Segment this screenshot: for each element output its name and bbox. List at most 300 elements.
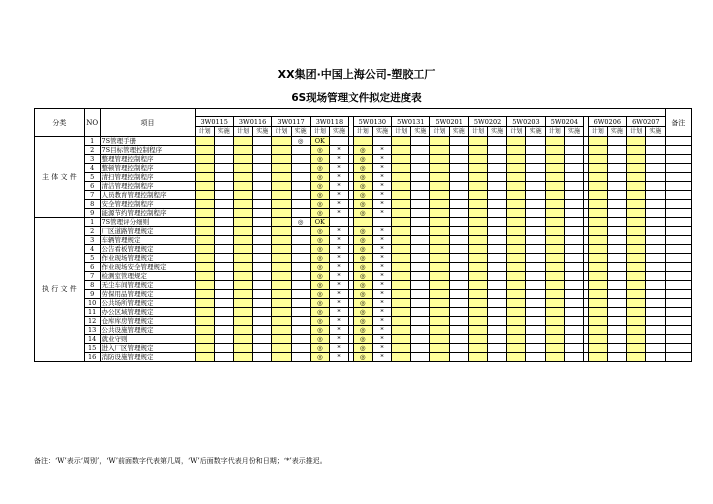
row-item: 进入厂区管理规定 bbox=[100, 344, 195, 353]
plan-cell bbox=[545, 182, 564, 191]
actual-cell bbox=[214, 218, 233, 227]
plan-cell bbox=[588, 182, 607, 191]
actual-cell bbox=[526, 182, 545, 191]
plan-cell bbox=[195, 182, 214, 191]
remark-cell bbox=[665, 299, 691, 308]
plan-header: 计划 bbox=[392, 127, 411, 137]
planned-mark: ◎ bbox=[353, 353, 372, 362]
planned-mark: ◎ bbox=[353, 344, 372, 353]
plan-cell bbox=[392, 326, 411, 335]
plan-header: 计划 bbox=[233, 127, 252, 137]
delayed-mark: * bbox=[372, 299, 391, 308]
actual-cell bbox=[214, 281, 233, 290]
plan-cell bbox=[468, 236, 487, 245]
plan-cell bbox=[195, 209, 214, 218]
actual-cell bbox=[526, 137, 545, 146]
actual-cell bbox=[411, 281, 430, 290]
row-number: 12 bbox=[84, 317, 100, 326]
actual-cell bbox=[488, 299, 507, 308]
week-header: 3W0118 bbox=[310, 117, 348, 127]
actual-cell bbox=[488, 173, 507, 182]
ok-mark: OK bbox=[310, 137, 329, 146]
week-header: 5W0201 bbox=[430, 117, 468, 127]
plan-cell bbox=[627, 290, 646, 299]
plan-cell bbox=[430, 353, 449, 362]
actual-cell bbox=[607, 173, 626, 182]
plan-cell bbox=[588, 299, 607, 308]
plan-cell bbox=[430, 290, 449, 299]
header-item: 项目 bbox=[100, 109, 195, 137]
row-number: 6 bbox=[84, 182, 100, 191]
actual-cell bbox=[449, 164, 468, 173]
actual-cell bbox=[214, 272, 233, 281]
plan-cell bbox=[430, 326, 449, 335]
plan-cell bbox=[507, 272, 526, 281]
actual-cell bbox=[488, 200, 507, 209]
plan-cell bbox=[195, 254, 214, 263]
plan-cell bbox=[272, 290, 291, 299]
row-number: 4 bbox=[84, 245, 100, 254]
actual-cell bbox=[214, 254, 233, 263]
plan-cell bbox=[507, 218, 526, 227]
actual-cell bbox=[607, 335, 626, 344]
delayed-mark: * bbox=[372, 353, 391, 362]
actual-cell bbox=[214, 299, 233, 308]
table-row bbox=[35, 299, 692, 308]
plan-cell bbox=[545, 155, 564, 164]
actual-header: 实施 bbox=[253, 127, 272, 137]
row-number: 9 bbox=[84, 209, 100, 218]
week-header: 5W0131 bbox=[392, 117, 430, 127]
actual-cell bbox=[488, 326, 507, 335]
actual-cell bbox=[214, 290, 233, 299]
actual-cell bbox=[607, 137, 626, 146]
row-item: 7S管理手册 bbox=[100, 137, 195, 146]
actual-cell bbox=[449, 281, 468, 290]
actual-cell bbox=[253, 245, 272, 254]
planned-mark: ◎ bbox=[353, 326, 372, 335]
delayed-mark: * bbox=[329, 182, 348, 191]
actual-cell bbox=[526, 281, 545, 290]
actual-cell bbox=[646, 227, 665, 236]
planned-mark: ◎ bbox=[310, 281, 329, 290]
row-item: 能源节约管理控制程序 bbox=[100, 209, 195, 218]
delayed-mark: * bbox=[329, 236, 348, 245]
row-number: 13 bbox=[84, 326, 100, 335]
planned-mark: ◎ bbox=[353, 227, 372, 236]
plan-cell bbox=[588, 272, 607, 281]
plan-cell bbox=[468, 209, 487, 218]
planned-mark: ◎ bbox=[310, 209, 329, 218]
planned-mark: ◎ bbox=[310, 227, 329, 236]
plan-cell bbox=[392, 299, 411, 308]
plan-cell bbox=[272, 182, 291, 191]
planned-mark: ◎ bbox=[353, 254, 372, 263]
week-header: 3W0116 bbox=[233, 117, 271, 127]
actual-cell bbox=[253, 209, 272, 218]
plan-cell bbox=[545, 335, 564, 344]
row-number: 5 bbox=[84, 254, 100, 263]
delayed-mark: * bbox=[329, 263, 348, 272]
plan-cell bbox=[468, 245, 487, 254]
actual-cell bbox=[329, 137, 348, 146]
planned-mark: ◎ bbox=[310, 344, 329, 353]
actual-cell bbox=[291, 200, 310, 209]
actual-cell bbox=[253, 317, 272, 326]
actual-cell bbox=[646, 137, 665, 146]
actual-cell bbox=[488, 308, 507, 317]
actual-cell bbox=[291, 155, 310, 164]
plan-cell bbox=[627, 245, 646, 254]
actual-cell bbox=[214, 191, 233, 200]
actual-cell bbox=[526, 164, 545, 173]
remark-cell bbox=[665, 263, 691, 272]
plan-cell bbox=[507, 200, 526, 209]
plan-cell bbox=[468, 353, 487, 362]
planned-mark: ◎ bbox=[310, 245, 329, 254]
planned-mark: ◎ bbox=[310, 155, 329, 164]
planned-mark: ◎ bbox=[353, 308, 372, 317]
actual-header: 实施 bbox=[526, 127, 545, 137]
plan-header: 计划 bbox=[195, 127, 214, 137]
actual-cell bbox=[253, 281, 272, 290]
actual-cell bbox=[291, 182, 310, 191]
plan-cell bbox=[627, 317, 646, 326]
remark-cell bbox=[665, 155, 691, 164]
plan-cell bbox=[272, 254, 291, 263]
plan-cell bbox=[195, 317, 214, 326]
actual-cell bbox=[526, 299, 545, 308]
actual-cell bbox=[607, 182, 626, 191]
actual-cell bbox=[646, 263, 665, 272]
plan-cell bbox=[392, 137, 411, 146]
actual-cell bbox=[564, 164, 583, 173]
plan-cell bbox=[588, 344, 607, 353]
actual-cell bbox=[291, 299, 310, 308]
actual-cell bbox=[488, 236, 507, 245]
actual-cell bbox=[214, 344, 233, 353]
actual-cell bbox=[214, 164, 233, 173]
actual-cell bbox=[253, 353, 272, 362]
actual-cell bbox=[646, 236, 665, 245]
table-row bbox=[35, 335, 692, 344]
planned-mark: ◎ bbox=[310, 326, 329, 335]
planned-mark: ◎ bbox=[353, 191, 372, 200]
plan-cell bbox=[468, 164, 487, 173]
plan-cell bbox=[195, 290, 214, 299]
planned-mark: ◎ bbox=[291, 218, 310, 227]
actual-cell bbox=[291, 191, 310, 200]
actual-cell bbox=[411, 209, 430, 218]
plan-cell bbox=[272, 344, 291, 353]
plan-cell bbox=[272, 326, 291, 335]
actual-cell bbox=[564, 173, 583, 182]
plan-cell bbox=[545, 218, 564, 227]
row-item: 办公区域管理规定 bbox=[100, 308, 195, 317]
row-number: 10 bbox=[84, 299, 100, 308]
row-number: 5 bbox=[84, 173, 100, 182]
actual-cell bbox=[607, 146, 626, 155]
plan-cell bbox=[392, 173, 411, 182]
actual-cell bbox=[488, 191, 507, 200]
actual-cell bbox=[449, 200, 468, 209]
actual-cell bbox=[646, 344, 665, 353]
plan-cell bbox=[233, 227, 252, 236]
plan-cell bbox=[627, 272, 646, 281]
actual-cell bbox=[607, 353, 626, 362]
plan-cell bbox=[507, 326, 526, 335]
actual-cell bbox=[564, 281, 583, 290]
delayed-mark: * bbox=[329, 245, 348, 254]
table-row bbox=[35, 182, 692, 191]
plan-cell bbox=[233, 164, 252, 173]
plan-header: 计划 bbox=[507, 127, 526, 137]
actual-cell bbox=[564, 317, 583, 326]
actual-cell bbox=[488, 227, 507, 236]
plan-cell bbox=[430, 182, 449, 191]
planned-mark: ◎ bbox=[310, 146, 329, 155]
table-row bbox=[35, 209, 692, 218]
row-number: 1 bbox=[84, 218, 100, 227]
actual-cell bbox=[488, 182, 507, 191]
plan-cell bbox=[588, 245, 607, 254]
actual-cell bbox=[411, 182, 430, 191]
actual-cell bbox=[449, 254, 468, 263]
actual-cell bbox=[449, 317, 468, 326]
actual-cell bbox=[564, 299, 583, 308]
table-row bbox=[35, 191, 692, 200]
plan-cell bbox=[392, 164, 411, 173]
remark-cell bbox=[665, 344, 691, 353]
plan-cell bbox=[507, 236, 526, 245]
plan-cell bbox=[588, 317, 607, 326]
delayed-mark: * bbox=[329, 281, 348, 290]
plan-cell bbox=[507, 290, 526, 299]
plan-cell bbox=[272, 164, 291, 173]
plan-cell bbox=[588, 281, 607, 290]
plan-cell bbox=[627, 299, 646, 308]
remark-cell bbox=[665, 308, 691, 317]
actual-cell bbox=[607, 236, 626, 245]
actual-cell bbox=[449, 209, 468, 218]
plan-cell bbox=[545, 146, 564, 155]
plan-cell bbox=[272, 245, 291, 254]
plan-cell bbox=[627, 137, 646, 146]
plan-cell bbox=[507, 308, 526, 317]
actual-cell bbox=[564, 137, 583, 146]
plan-cell bbox=[392, 290, 411, 299]
row-number: 7 bbox=[84, 272, 100, 281]
actual-cell bbox=[564, 353, 583, 362]
plan-cell bbox=[507, 335, 526, 344]
actual-header: 实施 bbox=[607, 127, 626, 137]
row-number: 2 bbox=[84, 227, 100, 236]
table-row bbox=[35, 218, 692, 227]
actual-cell bbox=[411, 164, 430, 173]
table-row bbox=[35, 353, 692, 362]
week-header: 5W0204 bbox=[545, 117, 583, 127]
plan-cell bbox=[353, 218, 372, 227]
actual-cell bbox=[214, 182, 233, 191]
delayed-mark: * bbox=[329, 155, 348, 164]
delayed-mark: * bbox=[329, 317, 348, 326]
actual-cell bbox=[253, 200, 272, 209]
remark-cell bbox=[665, 146, 691, 155]
plan-cell bbox=[392, 344, 411, 353]
table-row bbox=[35, 236, 692, 245]
actual-cell bbox=[372, 137, 391, 146]
actual-cell bbox=[488, 344, 507, 353]
actual-cell bbox=[564, 209, 583, 218]
plan-cell bbox=[627, 200, 646, 209]
plan-cell bbox=[588, 335, 607, 344]
plan-cell bbox=[392, 182, 411, 191]
plan-cell bbox=[468, 272, 487, 281]
actual-cell bbox=[488, 164, 507, 173]
actual-cell bbox=[411, 344, 430, 353]
plan-cell bbox=[233, 317, 252, 326]
plan-cell bbox=[233, 272, 252, 281]
table-row bbox=[35, 317, 692, 326]
actual-cell bbox=[449, 146, 468, 155]
row-item: 公共场所管理规定 bbox=[100, 299, 195, 308]
plan-cell bbox=[233, 308, 252, 317]
actual-cell bbox=[253, 344, 272, 353]
plan-header: 计划 bbox=[627, 127, 646, 137]
delayed-mark: * bbox=[372, 146, 391, 155]
actual-cell bbox=[253, 227, 272, 236]
plan-cell bbox=[430, 146, 449, 155]
plan-cell bbox=[627, 209, 646, 218]
plan-cell bbox=[233, 173, 252, 182]
plan-cell bbox=[507, 209, 526, 218]
actual-header: 实施 bbox=[564, 127, 583, 137]
plan-header: 计划 bbox=[353, 127, 372, 137]
plan-cell bbox=[272, 146, 291, 155]
planned-mark: ◎ bbox=[310, 200, 329, 209]
actual-cell bbox=[488, 209, 507, 218]
plan-cell bbox=[392, 317, 411, 326]
delayed-mark: * bbox=[329, 209, 348, 218]
actual-cell bbox=[253, 308, 272, 317]
actual-cell bbox=[607, 326, 626, 335]
remark-cell bbox=[665, 245, 691, 254]
actual-cell bbox=[607, 290, 626, 299]
actual-cell bbox=[372, 218, 391, 227]
plan-cell bbox=[430, 299, 449, 308]
row-item: 7S管理评分细则 bbox=[100, 218, 195, 227]
plan-cell bbox=[195, 326, 214, 335]
plan-cell bbox=[430, 200, 449, 209]
actual-cell bbox=[526, 344, 545, 353]
planned-mark: ◎ bbox=[353, 146, 372, 155]
plan-cell bbox=[468, 218, 487, 227]
plan-header: 计划 bbox=[588, 127, 607, 137]
planned-mark: ◎ bbox=[310, 263, 329, 272]
plan-cell bbox=[430, 272, 449, 281]
actual-cell bbox=[607, 317, 626, 326]
row-number: 8 bbox=[84, 281, 100, 290]
plan-cell bbox=[272, 173, 291, 182]
planned-mark: ◎ bbox=[353, 281, 372, 290]
delayed-mark: * bbox=[372, 344, 391, 353]
planned-mark: ◎ bbox=[310, 254, 329, 263]
plan-cell bbox=[627, 146, 646, 155]
actual-cell bbox=[564, 227, 583, 236]
actual-cell bbox=[488, 137, 507, 146]
remark-cell bbox=[665, 173, 691, 182]
actual-cell bbox=[291, 146, 310, 155]
plan-cell bbox=[233, 200, 252, 209]
plan-cell bbox=[588, 236, 607, 245]
delayed-mark: * bbox=[372, 263, 391, 272]
delayed-mark: * bbox=[372, 308, 391, 317]
actual-cell bbox=[526, 353, 545, 362]
plan-cell bbox=[233, 146, 252, 155]
actual-cell bbox=[449, 173, 468, 182]
plan-cell bbox=[627, 236, 646, 245]
plan-cell bbox=[392, 245, 411, 254]
row-item: 清扫管理控制程序 bbox=[100, 173, 195, 182]
plan-cell bbox=[272, 137, 291, 146]
plan-cell bbox=[195, 200, 214, 209]
table-row bbox=[35, 344, 692, 353]
planned-mark: ◎ bbox=[353, 173, 372, 182]
actual-cell bbox=[449, 227, 468, 236]
plan-cell bbox=[627, 344, 646, 353]
actual-cell bbox=[291, 308, 310, 317]
planned-mark: ◎ bbox=[310, 317, 329, 326]
table-row bbox=[35, 146, 692, 155]
plan-header: 计划 bbox=[272, 127, 291, 137]
table-row bbox=[35, 173, 692, 182]
actual-cell bbox=[214, 146, 233, 155]
actual-cell bbox=[253, 191, 272, 200]
row-number: 2 bbox=[84, 146, 100, 155]
plan-cell bbox=[430, 236, 449, 245]
plan-cell bbox=[588, 254, 607, 263]
plan-cell bbox=[392, 281, 411, 290]
document-subtitle: 6S现场管理文件拟定进度表 bbox=[291, 92, 422, 104]
actual-cell bbox=[526, 191, 545, 200]
actual-cell bbox=[329, 218, 348, 227]
plan-cell bbox=[430, 344, 449, 353]
row-number: 6 bbox=[84, 263, 100, 272]
planned-mark: ◎ bbox=[353, 209, 372, 218]
plan-cell bbox=[195, 353, 214, 362]
actual-cell bbox=[488, 281, 507, 290]
plan-cell bbox=[233, 218, 252, 227]
plan-cell bbox=[392, 353, 411, 362]
actual-cell bbox=[291, 245, 310, 254]
actual-cell bbox=[646, 209, 665, 218]
plan-cell bbox=[507, 164, 526, 173]
plan-cell bbox=[430, 218, 449, 227]
actual-header: 实施 bbox=[291, 127, 310, 137]
actual-cell bbox=[449, 263, 468, 272]
delayed-mark: * bbox=[329, 335, 348, 344]
actual-cell bbox=[449, 137, 468, 146]
actual-cell bbox=[646, 353, 665, 362]
actual-cell bbox=[411, 236, 430, 245]
actual-cell bbox=[607, 227, 626, 236]
actual-cell bbox=[564, 245, 583, 254]
actual-cell bbox=[411, 290, 430, 299]
plan-cell bbox=[545, 200, 564, 209]
row-item: 厂区道路管理规定 bbox=[100, 227, 195, 236]
actual-cell bbox=[526, 245, 545, 254]
plan-cell bbox=[545, 272, 564, 281]
